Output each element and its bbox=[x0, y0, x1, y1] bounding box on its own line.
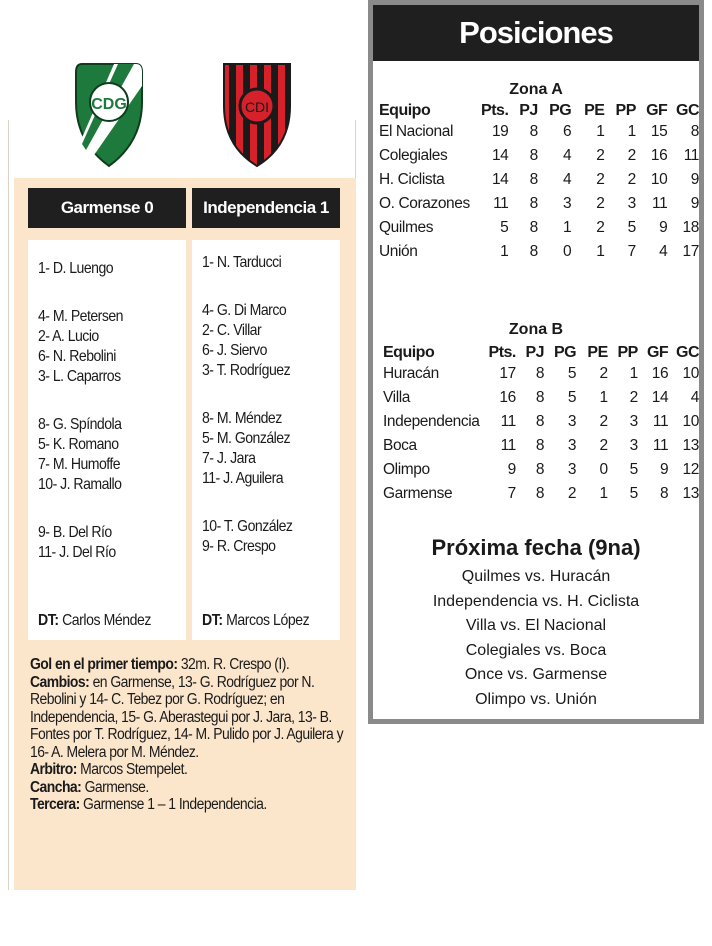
team-name: Olimpo bbox=[383, 461, 430, 478]
cell: 7 bbox=[507, 485, 516, 502]
substitutions-note-label: Cambios: bbox=[30, 673, 90, 691]
table-header-row bbox=[379, 101, 699, 120]
cell: 9 bbox=[659, 219, 668, 236]
garmense-crest-text: CDG bbox=[91, 96, 127, 113]
team-name: Independencia bbox=[383, 413, 480, 430]
referee-note-text: Marcos Stempelet. bbox=[76, 761, 188, 778]
goal-note-text: 32m. R. Crespo (I). bbox=[177, 656, 290, 673]
cell: 2 bbox=[627, 171, 636, 188]
cell: 9 bbox=[690, 195, 699, 212]
cell: 8 bbox=[535, 413, 545, 430]
cell: 2 bbox=[596, 195, 605, 212]
substitutions-note bbox=[30, 674, 359, 762]
team-name: El Nacional bbox=[379, 123, 454, 140]
cell: 2 bbox=[567, 485, 577, 502]
cell: 16 bbox=[650, 147, 668, 164]
zone-a-table bbox=[379, 101, 699, 264]
table-row bbox=[379, 168, 699, 192]
home-player: 6- N. Rebolini bbox=[38, 348, 116, 365]
garmense-crest-icon bbox=[74, 62, 144, 168]
cell: 8 bbox=[690, 123, 699, 140]
cell: 5 bbox=[629, 461, 638, 478]
cell: 3 bbox=[562, 195, 572, 212]
substitutions-note-text: en Garmense, 13- G. Rodríguez por N. Rebolini y 14- C. Tebez por G. Rodríguez; en Independencia, 15- G. Aberastegui por J. Jara, 13- B. Fontes por T. Rodríguez, 14- M. Pulido por J. Aguilera y 16- A. Melera por M. Méndez. bbox=[30, 673, 344, 761]
home-player: 8- G. Spíndola bbox=[38, 416, 122, 433]
col-header: PJ bbox=[519, 101, 538, 119]
col-header: PJ bbox=[525, 343, 545, 361]
cell: 5 bbox=[629, 485, 638, 502]
cell: 8 bbox=[535, 461, 545, 478]
next-round-title: Próxima fecha (9na) bbox=[431, 535, 641, 560]
home-player: 11- J. Del Río bbox=[38, 544, 116, 561]
col-header: GC bbox=[676, 343, 699, 361]
cell: 8 bbox=[535, 389, 545, 406]
table-row bbox=[379, 240, 699, 264]
cell: 14 bbox=[491, 171, 509, 188]
home-player: 4- M. Petersen bbox=[38, 308, 123, 325]
zone-a-title: Zona A bbox=[509, 81, 563, 98]
home-player: 7- M. Humoffe bbox=[38, 456, 121, 473]
cell: 2 bbox=[627, 147, 636, 164]
team-name: H. Ciclista bbox=[379, 171, 445, 188]
cell: 8 bbox=[529, 147, 538, 164]
team-name: Quilmes bbox=[379, 219, 434, 236]
table-row bbox=[379, 192, 699, 216]
cell: 3 bbox=[567, 413, 577, 430]
zone-b-title: Zona B bbox=[508, 321, 564, 338]
table-header-row bbox=[383, 343, 699, 362]
away-player: 8- M. Méndez bbox=[202, 410, 282, 427]
cell: 1 bbox=[599, 485, 608, 502]
cell: 5 bbox=[567, 389, 577, 406]
team-name: Garmense bbox=[383, 485, 453, 502]
cell: 1 bbox=[596, 243, 605, 260]
cell: 1 bbox=[627, 123, 636, 140]
team-name: Unión bbox=[379, 243, 418, 260]
col-header: Pts. bbox=[481, 101, 509, 119]
col-header: Pts. bbox=[488, 343, 516, 361]
cell: 3 bbox=[567, 437, 577, 454]
away-player: 10- T. González bbox=[202, 518, 293, 535]
cell: 4 bbox=[562, 147, 572, 164]
cell: 15 bbox=[650, 123, 668, 140]
home-coach bbox=[38, 612, 151, 630]
fixture-item: Independencia vs. H. Ciclista bbox=[432, 592, 640, 610]
cell: 3 bbox=[627, 195, 636, 212]
venue-note bbox=[30, 779, 359, 797]
away-coach-name: Marcos López bbox=[226, 612, 310, 629]
cell: 18 bbox=[682, 219, 699, 236]
col-header: GC bbox=[676, 101, 699, 119]
col-header: PE bbox=[587, 343, 608, 361]
home-player: 9- B. Del Río bbox=[38, 524, 112, 541]
cell: 8 bbox=[659, 485, 669, 502]
cell: 2 bbox=[599, 437, 608, 454]
standings-box bbox=[368, 0, 704, 724]
home-player: 2- A. Lucio bbox=[38, 328, 99, 345]
home-coach-name: Carlos Méndez bbox=[62, 612, 152, 629]
away-player: 3- T. Rodríguez bbox=[202, 362, 291, 379]
table-row bbox=[383, 362, 699, 386]
table-row bbox=[379, 120, 699, 144]
cell: 0 bbox=[599, 461, 608, 478]
cell: 5 bbox=[500, 219, 509, 236]
home-lineup bbox=[28, 240, 186, 640]
col-header: PP bbox=[615, 101, 636, 119]
away-coach bbox=[202, 612, 309, 630]
zone-b-table bbox=[383, 343, 699, 506]
col-header: GF bbox=[646, 343, 669, 361]
cell: 2 bbox=[629, 389, 638, 406]
fixture-item: Once vs. Garmense bbox=[464, 666, 608, 683]
goal-note-label: Gol en el primer tiempo: bbox=[30, 656, 178, 673]
table-row bbox=[379, 216, 699, 240]
away-player: 9- R. Crespo bbox=[202, 538, 276, 555]
cell: 4 bbox=[659, 243, 668, 260]
home-player: 3- L. Caparros bbox=[38, 368, 121, 385]
away-player: 4- G. Di Marco bbox=[202, 302, 287, 319]
independencia-crest-icon bbox=[222, 62, 292, 168]
col-header: PG bbox=[549, 101, 572, 119]
lineups-panel bbox=[14, 178, 356, 648]
cell: 7 bbox=[627, 243, 636, 260]
fixture-item: Olimpo vs. Unión bbox=[475, 690, 597, 708]
away-player: 2- C. Villar bbox=[202, 322, 262, 339]
match-report bbox=[8, 0, 354, 890]
team-name: Colegiales bbox=[379, 147, 448, 164]
home-player: 10- J. Ramallo bbox=[38, 476, 122, 493]
cell: 8 bbox=[535, 437, 545, 454]
table-row bbox=[383, 386, 699, 410]
table-row bbox=[379, 144, 699, 168]
venue-note-label: Cancha: bbox=[30, 778, 82, 796]
cell: 9 bbox=[659, 461, 669, 478]
cell: 13 bbox=[682, 485, 699, 502]
goal-note bbox=[30, 656, 359, 674]
cell: 8 bbox=[529, 195, 538, 212]
cell: 16 bbox=[499, 389, 516, 406]
cell: 13 bbox=[682, 437, 699, 454]
cell: 12 bbox=[682, 461, 699, 478]
standings-title: Posiciones bbox=[373, 5, 699, 61]
cell: 1 bbox=[562, 219, 572, 236]
fixture-item: Quilmes vs. Huracán bbox=[461, 568, 611, 585]
cell: 8 bbox=[529, 123, 538, 140]
away-player: 1- N. Tarducci bbox=[202, 254, 282, 271]
cell: 11 bbox=[500, 413, 516, 430]
cell: 1 bbox=[599, 389, 608, 406]
cell: 11 bbox=[652, 195, 668, 212]
away-player: 6- J. Siervo bbox=[202, 342, 267, 359]
cell: 2 bbox=[596, 147, 605, 164]
third-division-note bbox=[30, 796, 359, 814]
table-row bbox=[383, 434, 699, 458]
col-header: GF bbox=[646, 101, 668, 119]
cell: 2 bbox=[596, 219, 605, 236]
cell: 14 bbox=[651, 389, 669, 406]
cell: 5 bbox=[567, 365, 577, 382]
away-coach-label: DT: bbox=[202, 612, 223, 629]
team-name: Huracán bbox=[383, 365, 439, 382]
next-round bbox=[373, 535, 699, 712]
cell: 9 bbox=[690, 171, 699, 188]
fixture-item: Villa vs. El Nacional bbox=[465, 617, 607, 634]
home-player: 1- D. Luengo bbox=[38, 260, 114, 277]
col-header: PP bbox=[617, 343, 638, 361]
cell: 10 bbox=[650, 171, 668, 188]
cell: 2 bbox=[596, 171, 605, 188]
cell: 8 bbox=[529, 243, 538, 260]
cell: 16 bbox=[651, 365, 669, 382]
home-coach-label: DT: bbox=[38, 612, 59, 629]
cell: 4 bbox=[562, 171, 572, 188]
away-player: 11- J. Aguilera bbox=[202, 470, 284, 487]
cell: 17 bbox=[499, 365, 516, 382]
cell: 1 bbox=[629, 365, 638, 382]
cell: 8 bbox=[529, 171, 538, 188]
cell: 9 bbox=[507, 461, 516, 478]
third-division-note-label: Tercera: bbox=[30, 796, 80, 813]
cell: 2 bbox=[599, 413, 608, 430]
cell: 3 bbox=[567, 461, 577, 478]
fixture-item: Colegiales vs. Boca bbox=[465, 641, 607, 659]
cell: 8 bbox=[529, 219, 538, 236]
away-lineup bbox=[192, 240, 340, 640]
cell: 11 bbox=[500, 437, 516, 454]
col-header: PE bbox=[584, 101, 605, 119]
cell: 1 bbox=[596, 123, 605, 140]
cell: 11 bbox=[652, 437, 669, 454]
cell: 5 bbox=[627, 219, 636, 236]
home-player: 5- K. Romano bbox=[38, 436, 119, 453]
cell: 11 bbox=[493, 195, 509, 212]
team-name: O. Corazones bbox=[379, 195, 470, 212]
cell: 3 bbox=[629, 437, 638, 454]
third-division-note-text: Garmense 1 – 1 Independencia. bbox=[79, 796, 267, 813]
cell: 14 bbox=[491, 147, 509, 164]
cell: 3 bbox=[629, 413, 638, 430]
cell: 2 bbox=[599, 365, 608, 382]
cell: 1 bbox=[500, 243, 509, 260]
away-player: 5- M. González bbox=[202, 430, 291, 447]
independencia-crest-text: CDI bbox=[244, 99, 270, 115]
cell: 8 bbox=[535, 365, 545, 382]
cell: 11 bbox=[652, 413, 669, 430]
team-name: Villa bbox=[383, 389, 411, 406]
cell: 0 bbox=[562, 243, 572, 260]
away-player: 7- J. Jara bbox=[202, 450, 256, 467]
referee-note-label: Arbitro: bbox=[30, 761, 77, 778]
team-name: Boca bbox=[383, 437, 417, 454]
home-team-header: Garmense 0 bbox=[28, 188, 186, 228]
cell: 11 bbox=[683, 147, 699, 164]
cell: 8 bbox=[535, 485, 545, 502]
cell: 6 bbox=[562, 123, 572, 140]
cell: 4 bbox=[690, 389, 699, 406]
cell: 17 bbox=[682, 243, 699, 260]
table-row bbox=[383, 458, 699, 482]
col-header: PG bbox=[553, 343, 577, 361]
cell: 10 bbox=[682, 365, 699, 382]
table-row bbox=[383, 482, 699, 506]
cell: 10 bbox=[682, 413, 699, 430]
col-header: Equipo bbox=[379, 101, 431, 119]
referee-note bbox=[30, 761, 359, 779]
match-notes bbox=[14, 648, 356, 890]
cell: 19 bbox=[491, 123, 509, 140]
away-team-header: Independencia 1 bbox=[192, 188, 340, 228]
venue-note-text: Garmense. bbox=[81, 778, 149, 796]
table-row bbox=[383, 410, 699, 434]
col-header: Equipo bbox=[383, 343, 435, 361]
